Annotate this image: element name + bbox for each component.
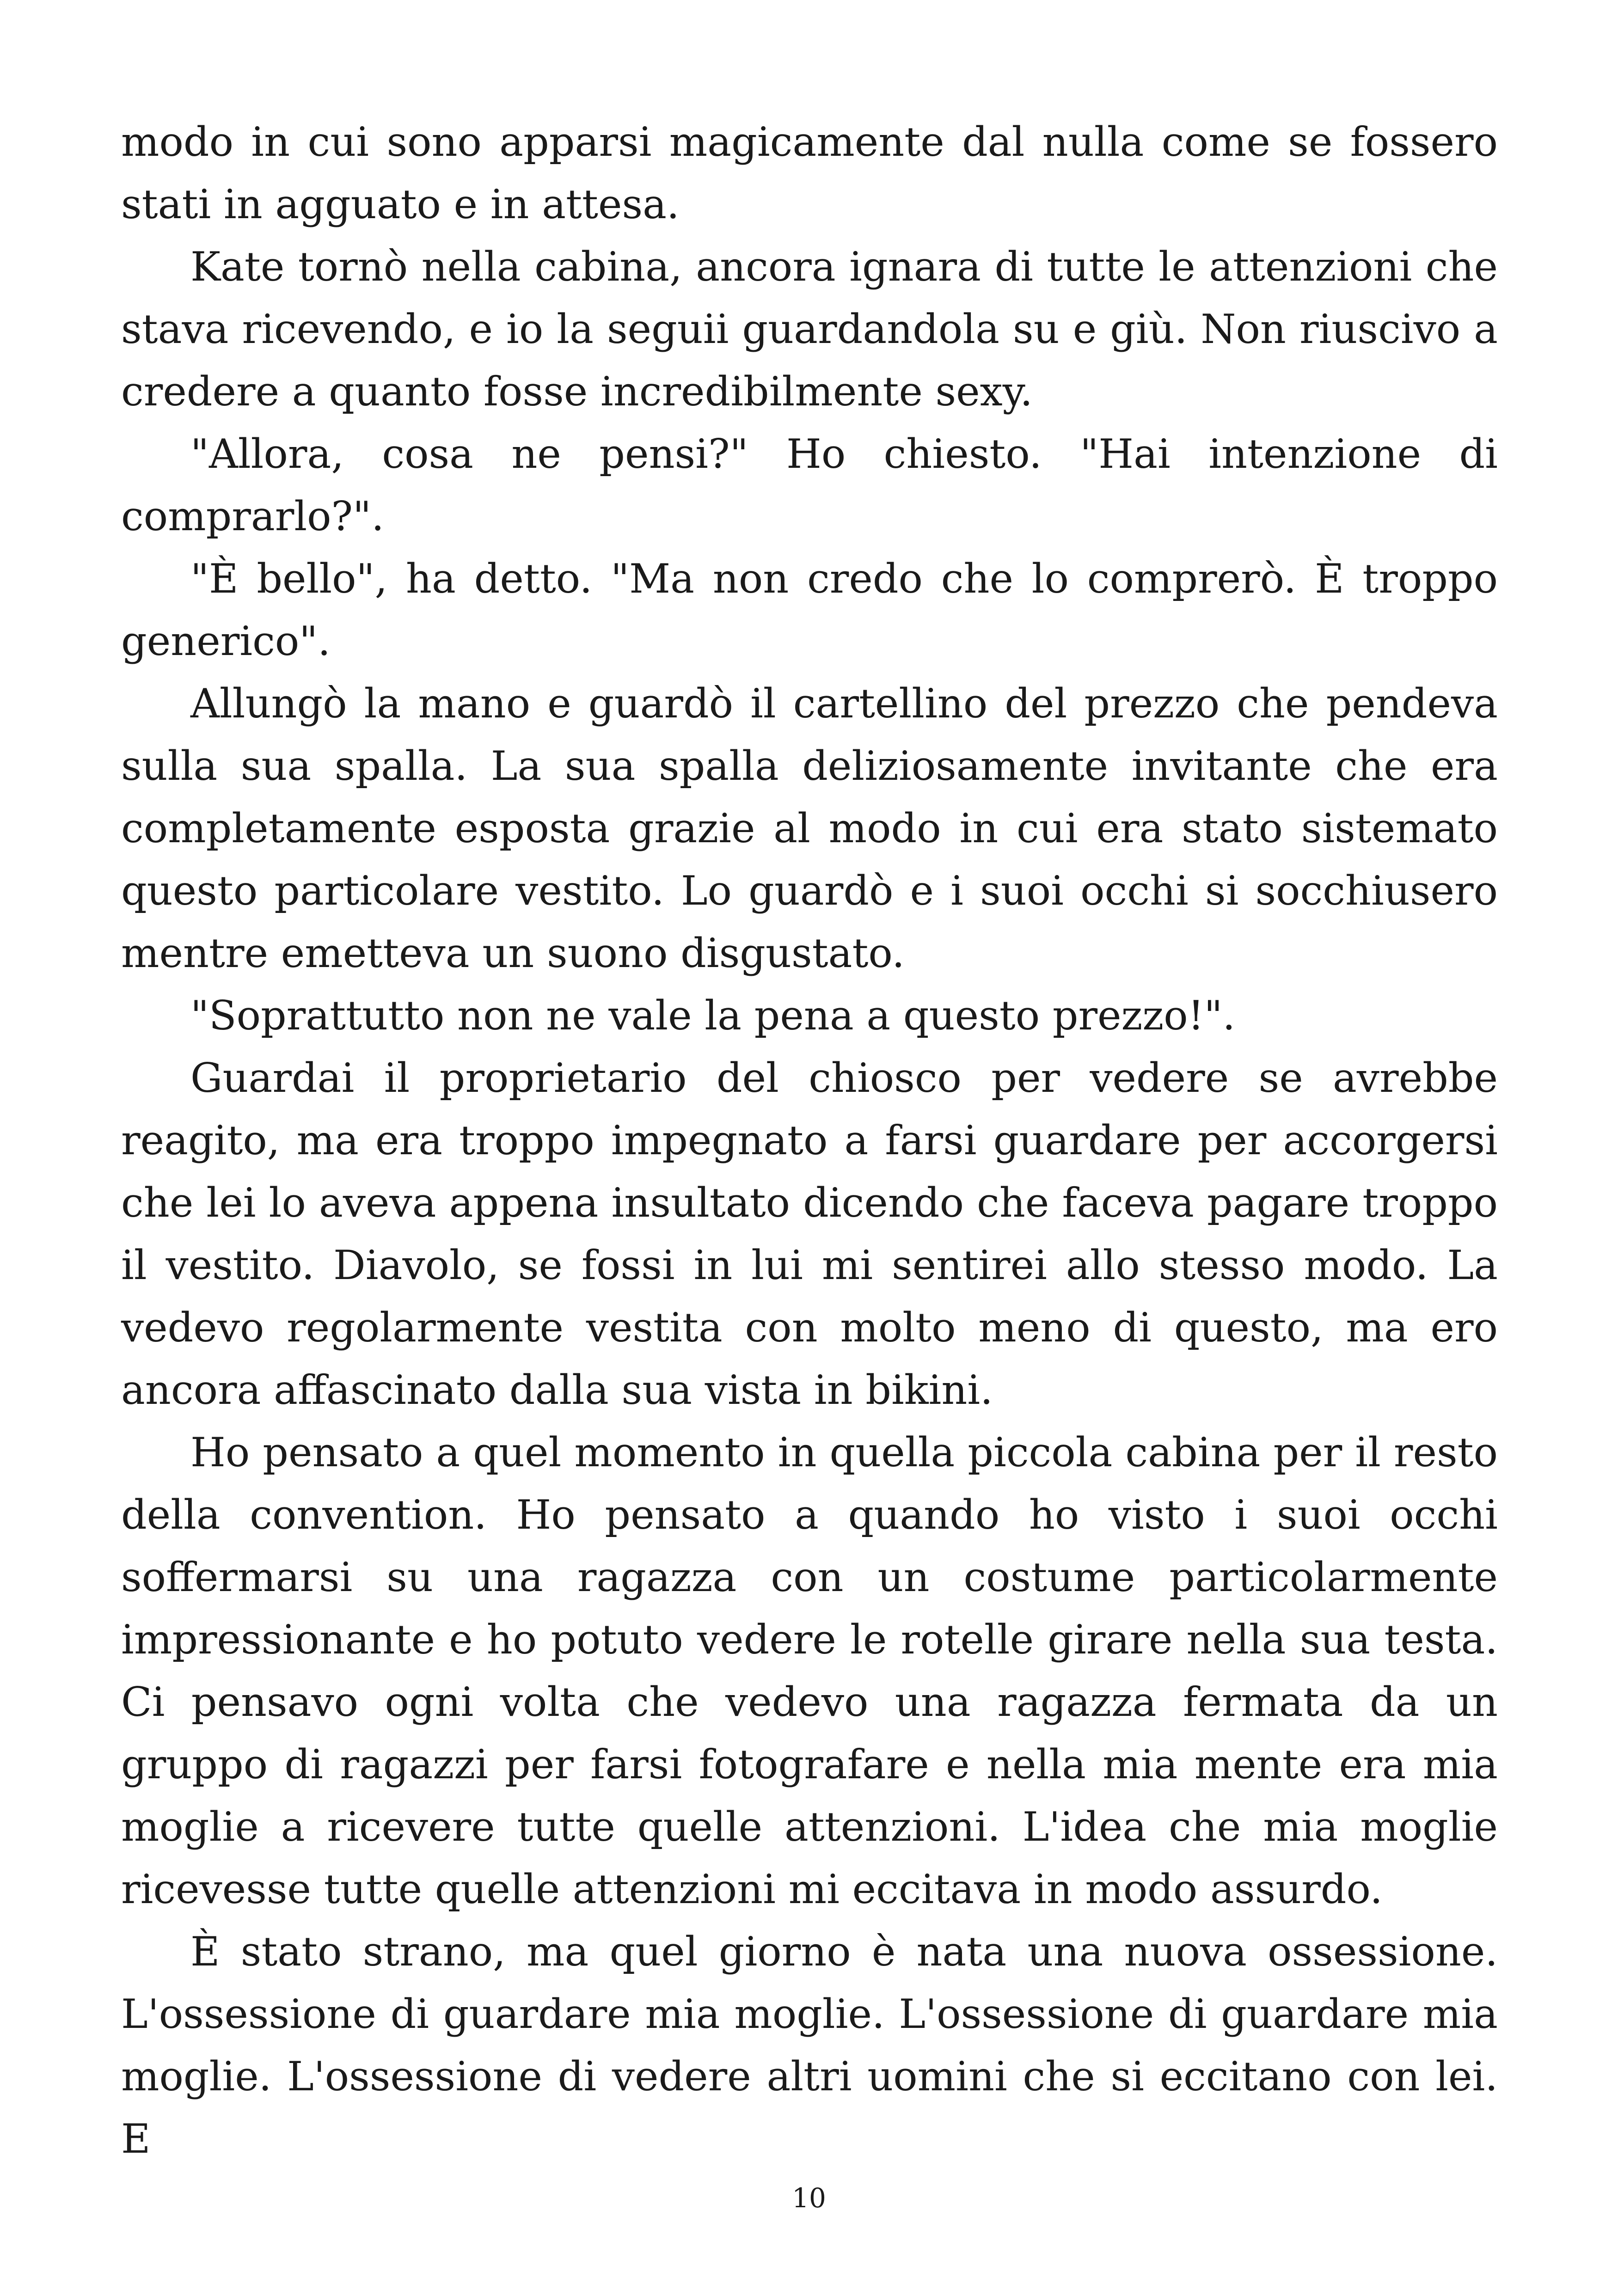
page-body: [121, 111, 1498, 2170]
paragraph: "Allora, cosa ne pensi?" Ho chiesto. "Hai intenzione di comprarlo?".: [121, 430, 1498, 540]
paragraph: Allungò la mano e guardò il cartellino del prezzo che pendeva sulla sua spalla. La sua spalla deliziosamente invitante che era completamente esposta grazie al modo in cui era stato sistemato questo particolare vestito. Lo guardò e i suoi occhi si socchiusero mentre emetteva un suono disgustato.: [121, 680, 1498, 977]
page-number: 10: [792, 2182, 826, 2214]
paragraph: Ho pensato a quel momento in quella piccola cabina per il resto della convention. Ho pensato a quando ho visto i suoi occhi soffermarsi su una ragazza con un costume particolarmente impressionante e ho potuto vedere le rotelle girare nella sua testa. Ci pensavo ogni volta che vedevo una ragazza fermata da un gruppo di ragazzi per farsi fotografare e nella mia mente era mia moglie a ricevere tutte quelle attenzioni. L'idea che mia moglie ricevesse tutte quelle attenzioni mi eccitava in modo assurdo.: [121, 1429, 1498, 1913]
paragraph: Kate tornò nella cabina, ancora ignara di tutte le attenzioni che stava ricevendo, e io la seguii guardandola su e giù. Non riuscivo a credere a quanto fosse incredibilmente sexy.: [121, 243, 1498, 415]
paragraph: "Soprattutto non ne vale la pena a questo prezzo!".: [190, 992, 1236, 1039]
paragraph: È stato strano, ma quel giorno è nata una nuova ossessione. L'ossessione di guardare mia moglie. L'ossessione di guardare mia moglie. L'ossessione di vedere altri uomini che si eccitano con lei. E: [121, 1928, 1498, 2162]
paragraph: modo in cui sono apparsi magicamente dal nulla come se fossero stati in agguato e in attesa.: [121, 118, 1498, 228]
paragraph: Guardai il proprietario del chiosco per vedere se avrebbe reagito, ma era troppo impegnato a farsi guardare per accorgersi che lei lo aveva appena insultato dicendo che faceva pagare troppo il vestito. Diavolo, se fossi in lui mi sentirei allo stesso modo. La vedevo regolarmente vestita con molto meno di questo, ma ero ancora affascinato dalla sua vista in bikini.: [121, 1054, 1498, 1414]
paragraph: "È bello", ha detto. "Ma non credo che lo comprerò. È troppo generico".: [121, 555, 1498, 665]
